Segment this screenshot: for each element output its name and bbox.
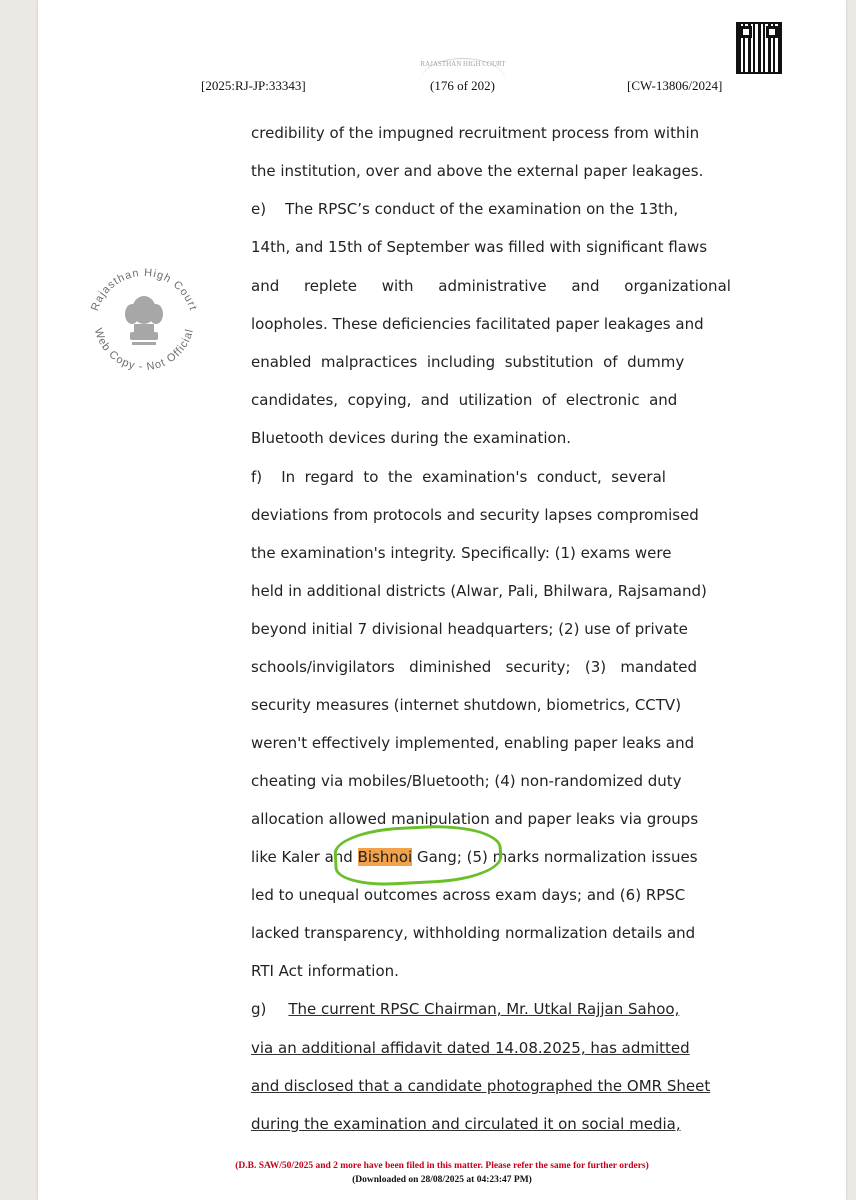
text-fragment: Gang; (5) marks normalization issues bbox=[412, 848, 698, 866]
text-line: Bluetooth devices during the examination. bbox=[251, 429, 571, 447]
paragraph-g-start bbox=[251, 1000, 731, 1018]
court-emblem-watermark bbox=[82, 258, 206, 382]
paragraph-f-start: f) In regard to the examination's conduct, several bbox=[251, 468, 666, 486]
text-line: lacked transparency, withholding normalization details and bbox=[251, 924, 696, 942]
text-line: cheating via mobiles/Bluetooth; (4) non-randomized duty bbox=[251, 772, 682, 790]
watermark-bottom-text: Web Copy - Not Official bbox=[91, 326, 197, 374]
word: replete bbox=[303, 277, 358, 295]
text-line: the examination's integrity. Specifically: (1) exams were bbox=[251, 544, 672, 562]
qr-code bbox=[736, 22, 782, 74]
text-line: RTI Act information. bbox=[251, 962, 399, 980]
text-line: enabled malpractices including substitution of dummy bbox=[251, 353, 685, 371]
word: and bbox=[571, 277, 600, 295]
text-line: beyond initial 7 divisional headquarters; (2) use of private bbox=[251, 620, 688, 638]
text-line: led to unequal outcomes across exam days; and (6) RPSC bbox=[251, 886, 686, 904]
footer-notice: (D.B. SAW/50/2025 and 2 more have been filed in this matter. Please refer the same for further orders) bbox=[235, 1161, 649, 1171]
page-counter: (176 of 202) bbox=[430, 78, 495, 93]
seal-text: RAJASTHAN HIGH COURT bbox=[420, 60, 506, 68]
text-line: 14th, and 15th of September was filled with significant flaws bbox=[251, 238, 708, 256]
underlined-text: during the examination and circulated it on social media, bbox=[251, 1115, 681, 1133]
text-line: schools/invigilators diminished security; (3) mandated bbox=[251, 658, 698, 676]
text-line: the institution, over and above the external paper leakages. bbox=[251, 162, 704, 180]
highlighted-word: Bishnoi bbox=[357, 848, 413, 866]
text-line: credibility of the impugned recruitment process from within bbox=[251, 124, 700, 142]
text-line: candidates, copying, and utilization of electronic and bbox=[251, 391, 678, 409]
word: and bbox=[251, 277, 280, 295]
underlined-text: via an additional affidavit dated 14.08.2025, has admitted bbox=[251, 1039, 690, 1057]
underlined-text: The current RPSC Chairman, Mr. Utkal Rajjan Sahoo, bbox=[288, 1000, 680, 1018]
case-number: [CW-13806/2024] bbox=[627, 78, 723, 93]
text-line: held in additional districts (Alwar, Pali, Bhilwara, Rajsamand) bbox=[251, 582, 707, 600]
watermark-top-text: Rajasthan High Court bbox=[89, 266, 199, 313]
text-line: weren't effectively implemented, enabling paper leaks and bbox=[251, 734, 695, 752]
word: with bbox=[381, 277, 414, 295]
case-reference: [2025:RJ-JP:33343] bbox=[201, 78, 306, 93]
word: administrative bbox=[438, 277, 547, 295]
text-line-highlighted bbox=[251, 848, 731, 866]
underlined-text: and disclosed that a candidate photographed the OMR Sheet bbox=[251, 1077, 711, 1095]
paragraph-e-start: e) The RPSC’s conduct of the examination on the 13th, bbox=[251, 200, 679, 218]
text-line-justified bbox=[251, 277, 731, 295]
text-line: security measures (internet shutdown, biometrics, CCTV) bbox=[251, 696, 682, 714]
text-line: loopholes. These deficiencies facilitated paper leakages and bbox=[251, 315, 704, 333]
document-page bbox=[38, 0, 846, 1200]
word: organizational bbox=[624, 277, 731, 295]
text-line: allocation allowed manipulation and paper leaks via groups bbox=[251, 810, 699, 828]
footer-download-stamp: (Downloaded on 28/08/2025 at 04:23:47 PM) bbox=[352, 1175, 532, 1185]
paragraph-label: g) bbox=[251, 1000, 267, 1018]
text-fragment: like Kaler and bbox=[251, 848, 358, 866]
text-line: deviations from protocols and security lapses compromised bbox=[251, 506, 699, 524]
